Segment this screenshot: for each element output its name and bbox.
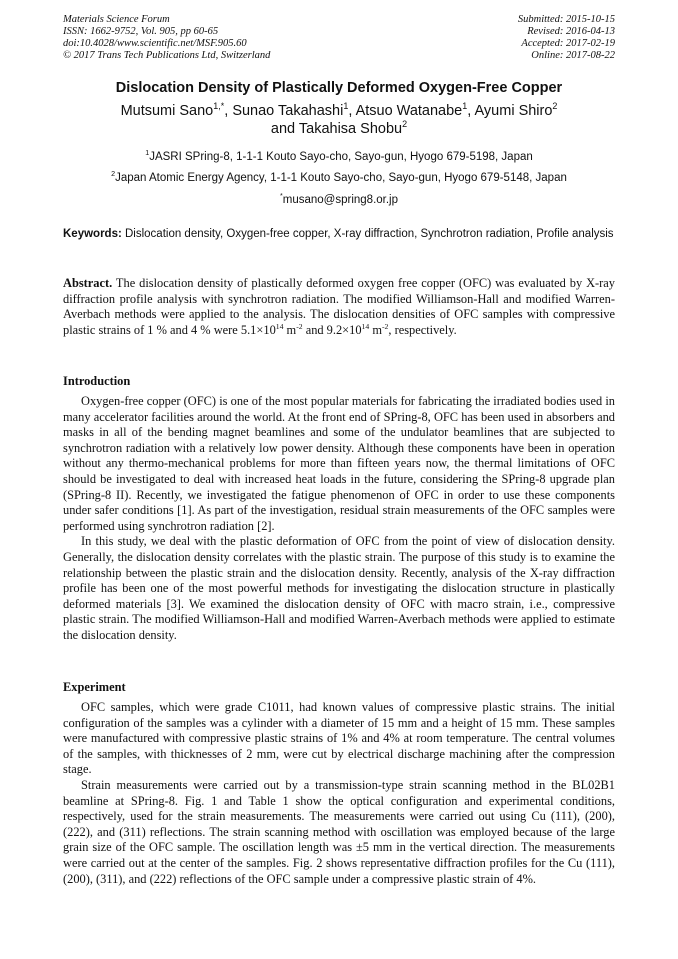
doi-line: doi:10.4028/www.scientific.net/MSF.905.60 bbox=[63, 38, 247, 49]
abstract-text: m bbox=[369, 322, 382, 337]
accepted-date: Accepted: 2017-02-19 bbox=[521, 38, 615, 49]
keywords-text: Dislocation density, Oxygen-free copper, X-ray diffraction, Synchrotron radiation, Profile analysis bbox=[121, 228, 614, 240]
affiliation-1 bbox=[40, 151, 638, 163]
affiliation-sup: 1 bbox=[145, 149, 150, 158]
author-conjunction: and bbox=[270, 120, 296, 137]
abstract-text: and 9.2×10 bbox=[302, 322, 362, 337]
paragraph: Strain measurements were carried out by a transmission-type strain scanning method in the BL02B1 beamline at SPring-8. Fig. 1 and Table 1 show the optical configuration and experimental conditions, respectively, used for the strain measurements. The measurements were carried out using Cu (111), (200), (222), and (311) reflections. The strain scanning method with oscillation was employed because of the large grain size of the OFC sample. The oscillation length was ±5 mm in the vertical direction. The measurements were carried out at the center of the samples. Fig. 2 shows representative diffraction profiles for the Cu (111), (200), (311), and (222) reflections of the OFC sample under a compressive plastic strain of 4%. bbox=[63, 777, 615, 886]
abstract-block bbox=[63, 276, 615, 338]
issn-line: ISSN: 1662-9752, Vol. 905, pp 60-65 bbox=[63, 26, 219, 37]
affiliation-sup: 2 bbox=[111, 170, 116, 179]
email-sup: * bbox=[279, 192, 283, 201]
paragraph: Oxygen-free copper (OFC) is one of the most popular materials for fabricating the irradiated bodies used in many accelerator facilities around the world. At the front end of SPring-8, OFC has been used in absorbers and masks in all of the bending magnet beamlines and some of the undulator beamlines that are subjected to synchrotron radiation with a relatively low power density. Although these components have been in operation without any thermo-mechanical problems for more than fifteen years now, the thermal limitations of OFC should be investigated to deal with increased heat loads in the future, considering the SPring-8 upgrade plan (SPring-8 II). Recently, we investigated the fatigue phenomenon of OFC in order to use these components under safer conditions [1]. As part of the investigation, residual strain measurements of the OFC samples were performed using synchrotron radiation [2]. bbox=[63, 394, 615, 533]
abstract-label: Abstract. bbox=[63, 276, 113, 290]
keywords-label: Keywords: bbox=[63, 228, 122, 240]
author-sup: 1,* bbox=[213, 101, 225, 112]
revised-date: Revised: 2016-04-13 bbox=[527, 26, 615, 37]
section-heading-experiment: Experiment bbox=[63, 680, 126, 694]
keywords-block bbox=[63, 228, 615, 242]
author-sup: 2 bbox=[402, 118, 408, 129]
author-sup: 1 bbox=[462, 101, 468, 112]
experiment-body bbox=[63, 700, 615, 887]
author-sup: 2 bbox=[552, 101, 558, 112]
online-date: Online: 2017-08-22 bbox=[531, 50, 615, 61]
exponent: 14 bbox=[275, 321, 284, 331]
author-name: Ayumi Shiro bbox=[474, 103, 553, 119]
email-text: musano@spring8.or.jp bbox=[282, 194, 399, 206]
author-name: Sunao Takahashi bbox=[232, 103, 344, 119]
author-list: Mutsumi Sano$^{1,*}$, Sunao Takahashi$^1$, Atsuo Watanabe$^1$, Ayumi Shiro$^2$ and Takahisa Shobu$^2$ bbox=[120, 101, 558, 137]
paper-title: Dislocation Density of Plastically Deformed Oxygen-Free Copper bbox=[115, 80, 563, 96]
abstract-text: m bbox=[283, 322, 297, 337]
affiliation-text: Japan Atomic Energy Agency, 1-1-1 Kouto Sayo-cho, Sayo-gun, Hyogo 679-5148, Japan bbox=[115, 172, 567, 184]
section-heading-introduction: Introduction bbox=[63, 374, 131, 388]
author-sup: 1 bbox=[343, 101, 349, 112]
exponent: -2 bbox=[381, 321, 389, 331]
paragraph: OFC samples, which were grade C1011, had known values of compressive plastic strains. The initial configuration of the samples was a cylinder with a diameter of 15 mm and a height of 15 mm. These samples were manufactured with compressive plastic strains of 1% and 4% at room temperature. The central volumes of the samples, with thicknesses of 2 mm, were cut by electrical discharge machining after the compression stage. bbox=[63, 700, 615, 777]
abstract-text: The dislocation density of plastically deformed oxygen free copper (OFC) was evaluated by X-ray diffraction profile analysis with synchrotron radiation. The modified Williamson-Hall and modified Warren-Averbach methods were applied to the analysis. The dislocation densities of OFC samples with compressive plastic strains of 1 % and 4 % were 5.1×10 bbox=[63, 276, 615, 337]
corresponding-email bbox=[40, 194, 638, 206]
author-name: Mutsumi Sano bbox=[120, 103, 214, 119]
introduction-body bbox=[63, 394, 615, 644]
exponent: -2 bbox=[296, 321, 303, 331]
affiliation-2 bbox=[40, 172, 638, 184]
submitted-date: Submitted: 2015-10-15 bbox=[517, 14, 615, 25]
author-name: Atsuo Watanabe bbox=[355, 103, 463, 119]
paragraph: In this study, we deal with the plastic deformation of OFC from the point of view of dislocation density. Generally, the dislocation density correlates with the plastic strain. The purpose of this study is to examine the relationship between the plastic strain and the dislocation density. Recently, analysis of the X-ray diffraction profile has been one of the most powerful methods for investigating the dislocation structure in plastically deformed materials [3]. We examined the dislocation density of OFC with macro strain, i.e., compressive plastic strain. The modified Williamson-Hall and modified Warren-Averbach methods were applied to estimate the dislocation density. bbox=[63, 534, 615, 642]
affiliation-text: JASRI SPring-8, 1-1-1 Kouto Sayo-cho, Sayo-gun, Hyogo 679-5198, Japan bbox=[149, 151, 533, 163]
author-name: Takahisa Shobu bbox=[298, 120, 403, 137]
exponent: 14 bbox=[361, 321, 370, 331]
dates-info bbox=[518, 14, 615, 62]
abstract-text: , respectively. bbox=[388, 322, 457, 337]
journal-name: Materials Science Forum bbox=[63, 14, 170, 25]
journal-info bbox=[63, 14, 270, 62]
copyright-line: © 2017 Trans Tech Publications Ltd, Switzerland bbox=[63, 50, 271, 61]
